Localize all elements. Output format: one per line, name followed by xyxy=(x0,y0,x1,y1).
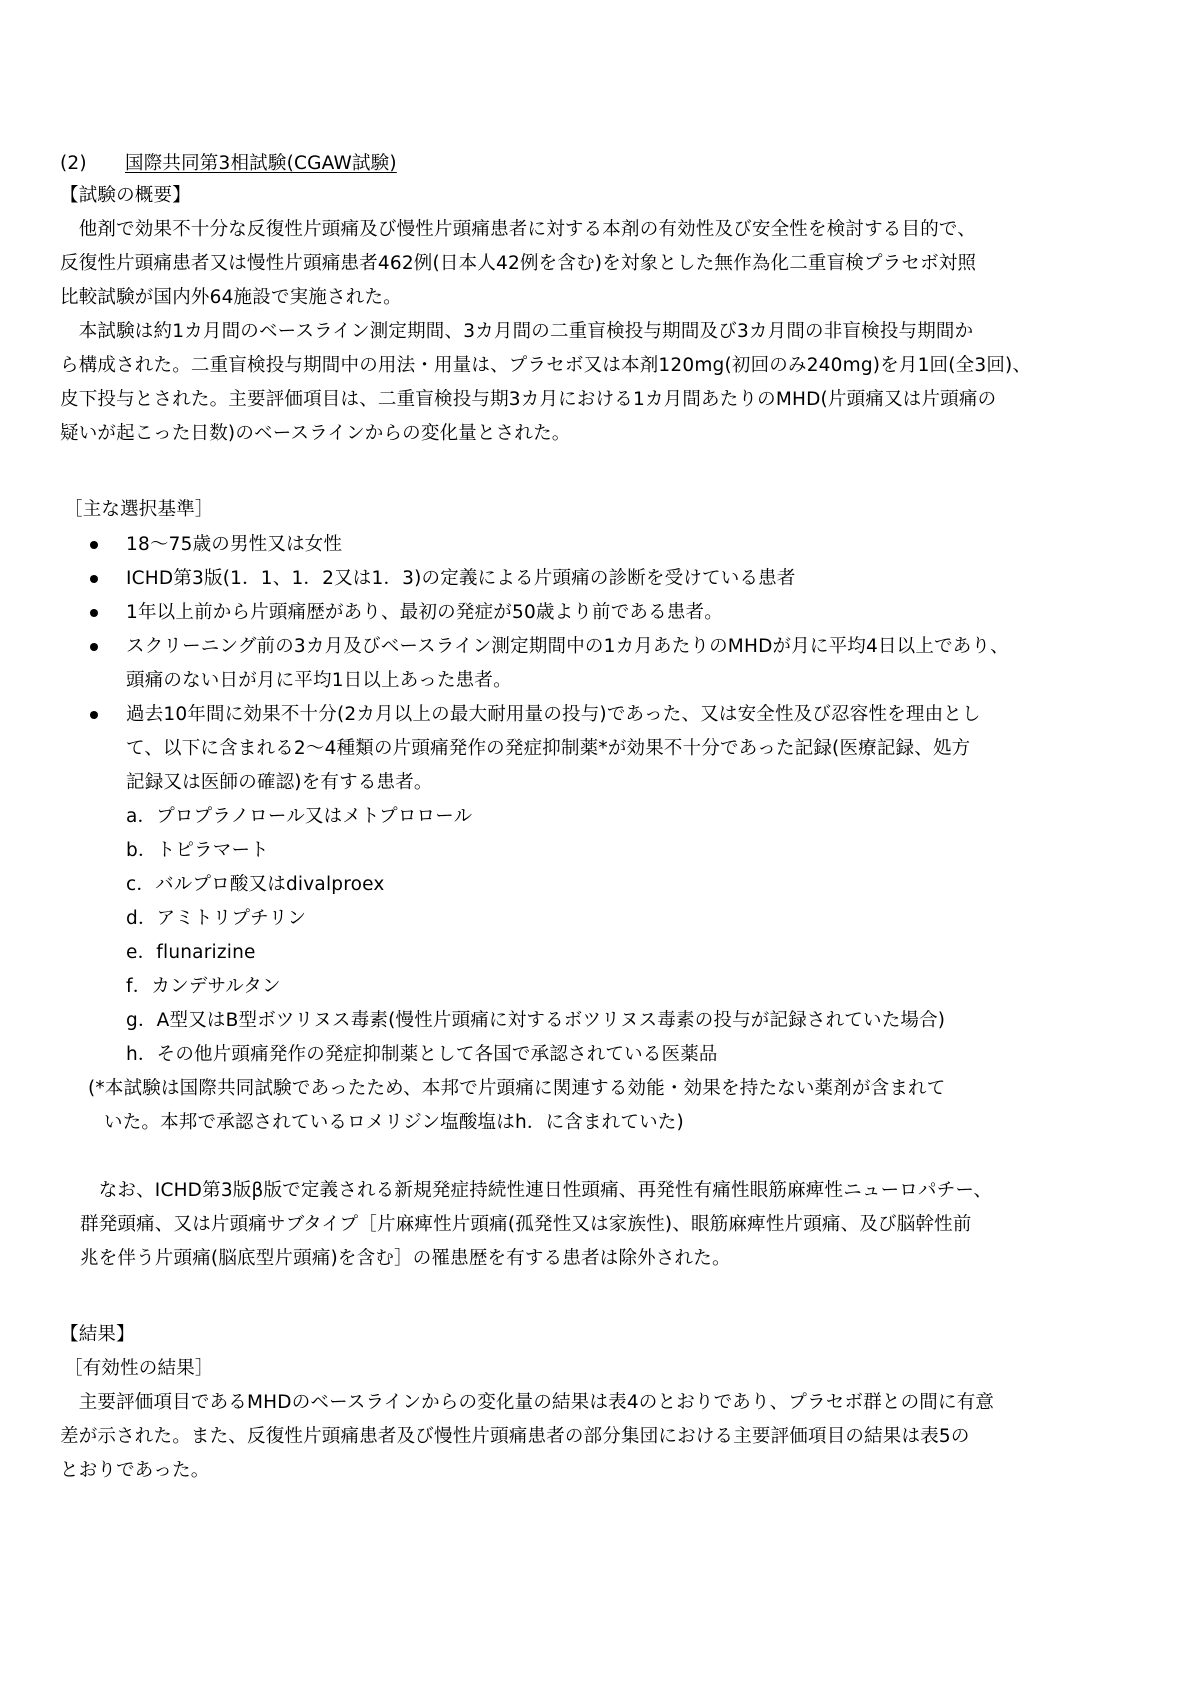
bullet-icon xyxy=(90,711,98,719)
results-para-line: 差が示された。また、反復性片頭痛患者及び慢性片頭痛患者の部分集団における主要評価項目の結果は表5の xyxy=(60,1426,970,1447)
criteria-bullet-line: 18～75歳の男性又は女性 xyxy=(126,534,343,555)
criteria-heading: ［主な選択基準］ xyxy=(64,499,214,520)
results-para-line: 主要評価項目であるMHDのベースラインからの変化量の結果は表4のとおりであり、プラセボ群との間に有意 xyxy=(60,1392,995,1413)
drug-item: a．プロプラノロール又はメトプロロール xyxy=(126,806,473,827)
bullet-icon xyxy=(90,575,98,583)
criteria-bullet-line: スクリーニング前の3カ月及びベースライン測定期間中の1カ月あたりのMHDが月に平均4日以上であり、 xyxy=(126,636,1009,657)
criteria-bullet-line: 記録又は医師の確認)を有する患者。 xyxy=(126,772,433,793)
section-number: (2) xyxy=(60,153,87,174)
overview-para2-line: 皮下投与とされた。主要評価項目は、二重盲検投与期3カ月における1カ月間あたりのMHD(片頭痛又は片頭痛の xyxy=(60,389,997,410)
drug-item: h．その他片頭痛発作の発症抑制薬として各国で承認されている医薬品 xyxy=(126,1044,718,1065)
drug-item: c．バルプロ酸又はdivalproex xyxy=(126,874,385,895)
overview-heading: 【試験の概要】 xyxy=(60,185,191,206)
drug-item: f．カンデサルタン xyxy=(126,976,281,997)
overview-para1-line: 比較試験が国内外64施設で実施された。 xyxy=(60,287,402,308)
criteria-bullet-line: 頭痛のない日が月に平均1日以上あった患者。 xyxy=(126,670,512,691)
overview-para2-line: ら構成された。二重盲検投与期間中の用法・用量は、プラセボ又は本剤120mg(初回のみ240mg)を月1回(全3回)、 xyxy=(60,355,1032,376)
exclusion-line: 群発頭痛、又は片頭痛サブタイプ［片麻痺性片頭痛(孤発性又は家族性)、眼筋麻痺性片頭痛、及び脳幹性前 xyxy=(80,1214,972,1235)
criteria-bullet-line: て、以下に含まれる2～4種類の片頭痛発作の発症抑制薬*が効果不十分であった記録(医療記録、処方 xyxy=(126,738,971,759)
footnote-line: いた。本邦で承認されているロメリジン塩酸塩はh．に含まれていた) xyxy=(104,1112,684,1133)
overview-para2-line: 疑いが起こった日数)のベースラインからの変化量とされた。 xyxy=(60,423,571,444)
section-title: 国際共同第3相試験(CGAW試験) xyxy=(125,153,397,174)
drug-item: b．トピラマート xyxy=(126,840,269,861)
drug-item: g．A型又はB型ボツリヌス毒素(慢性片頭痛に対するボツリヌス毒素の投与が記録されていた場合) xyxy=(126,1010,946,1031)
results-para-line: とおりであった。 xyxy=(60,1460,210,1481)
drug-item: e．flunarizine xyxy=(126,942,256,963)
bullet-icon xyxy=(90,643,98,651)
bullet-icon xyxy=(90,541,98,549)
section-header xyxy=(60,153,397,175)
overview-para2-line: 本試験は約1カ月間のベースライン測定期間、3カ月間の二重盲検投与期間及び3カ月間の非盲検投与期間か xyxy=(60,321,974,342)
bullet-icon xyxy=(90,609,98,617)
exclusion-line: 兆を伴う片頭痛(脳底型片頭痛)を含む］の罹患歴を有する患者は除外された。 xyxy=(80,1248,731,1269)
criteria-bullet-line: 1年以上前から片頭痛歴があり、最初の発症が50歳より前である患者。 xyxy=(126,602,723,623)
drug-item: d．アミトリプチリン xyxy=(126,908,307,929)
overview-para1-line: 反復性片頭痛患者又は慢性片頭痛患者462例(日本人42例を含む)を対象とした無作為化二重盲検プラセボ対照 xyxy=(60,253,977,274)
criteria-bullet-line: 過去10年間に効果不十分(2カ月以上の最大耐用量の投与)であった、又は安全性及び忍容性を理由とし xyxy=(126,704,981,725)
results-heading: 【結果】 xyxy=(60,1324,135,1345)
footnote-line: (*本試験は国際共同試験であったため、本邦で片頭痛に関連する効能・効果を持たない薬剤が含まれて xyxy=(88,1078,946,1099)
exclusion-line: なお、ICHD第3版β版で定義される新規発症持続性連日性頭痛、再発性有痛性眼筋麻痺性ニューロパチー、 xyxy=(80,1180,993,1201)
overview-para1-line: 他剤で効果不十分な反復性片頭痛及び慢性片頭痛患者に対する本剤の有効性及び安全性を検討する目的で、 xyxy=(60,219,976,240)
criteria-bullet-line: ICHD第3版(1．1、1．2又は1．3)の定義による片頭痛の診断を受けている患者 xyxy=(126,568,796,589)
efficacy-subheading: ［有効性の結果］ xyxy=(64,1358,214,1379)
